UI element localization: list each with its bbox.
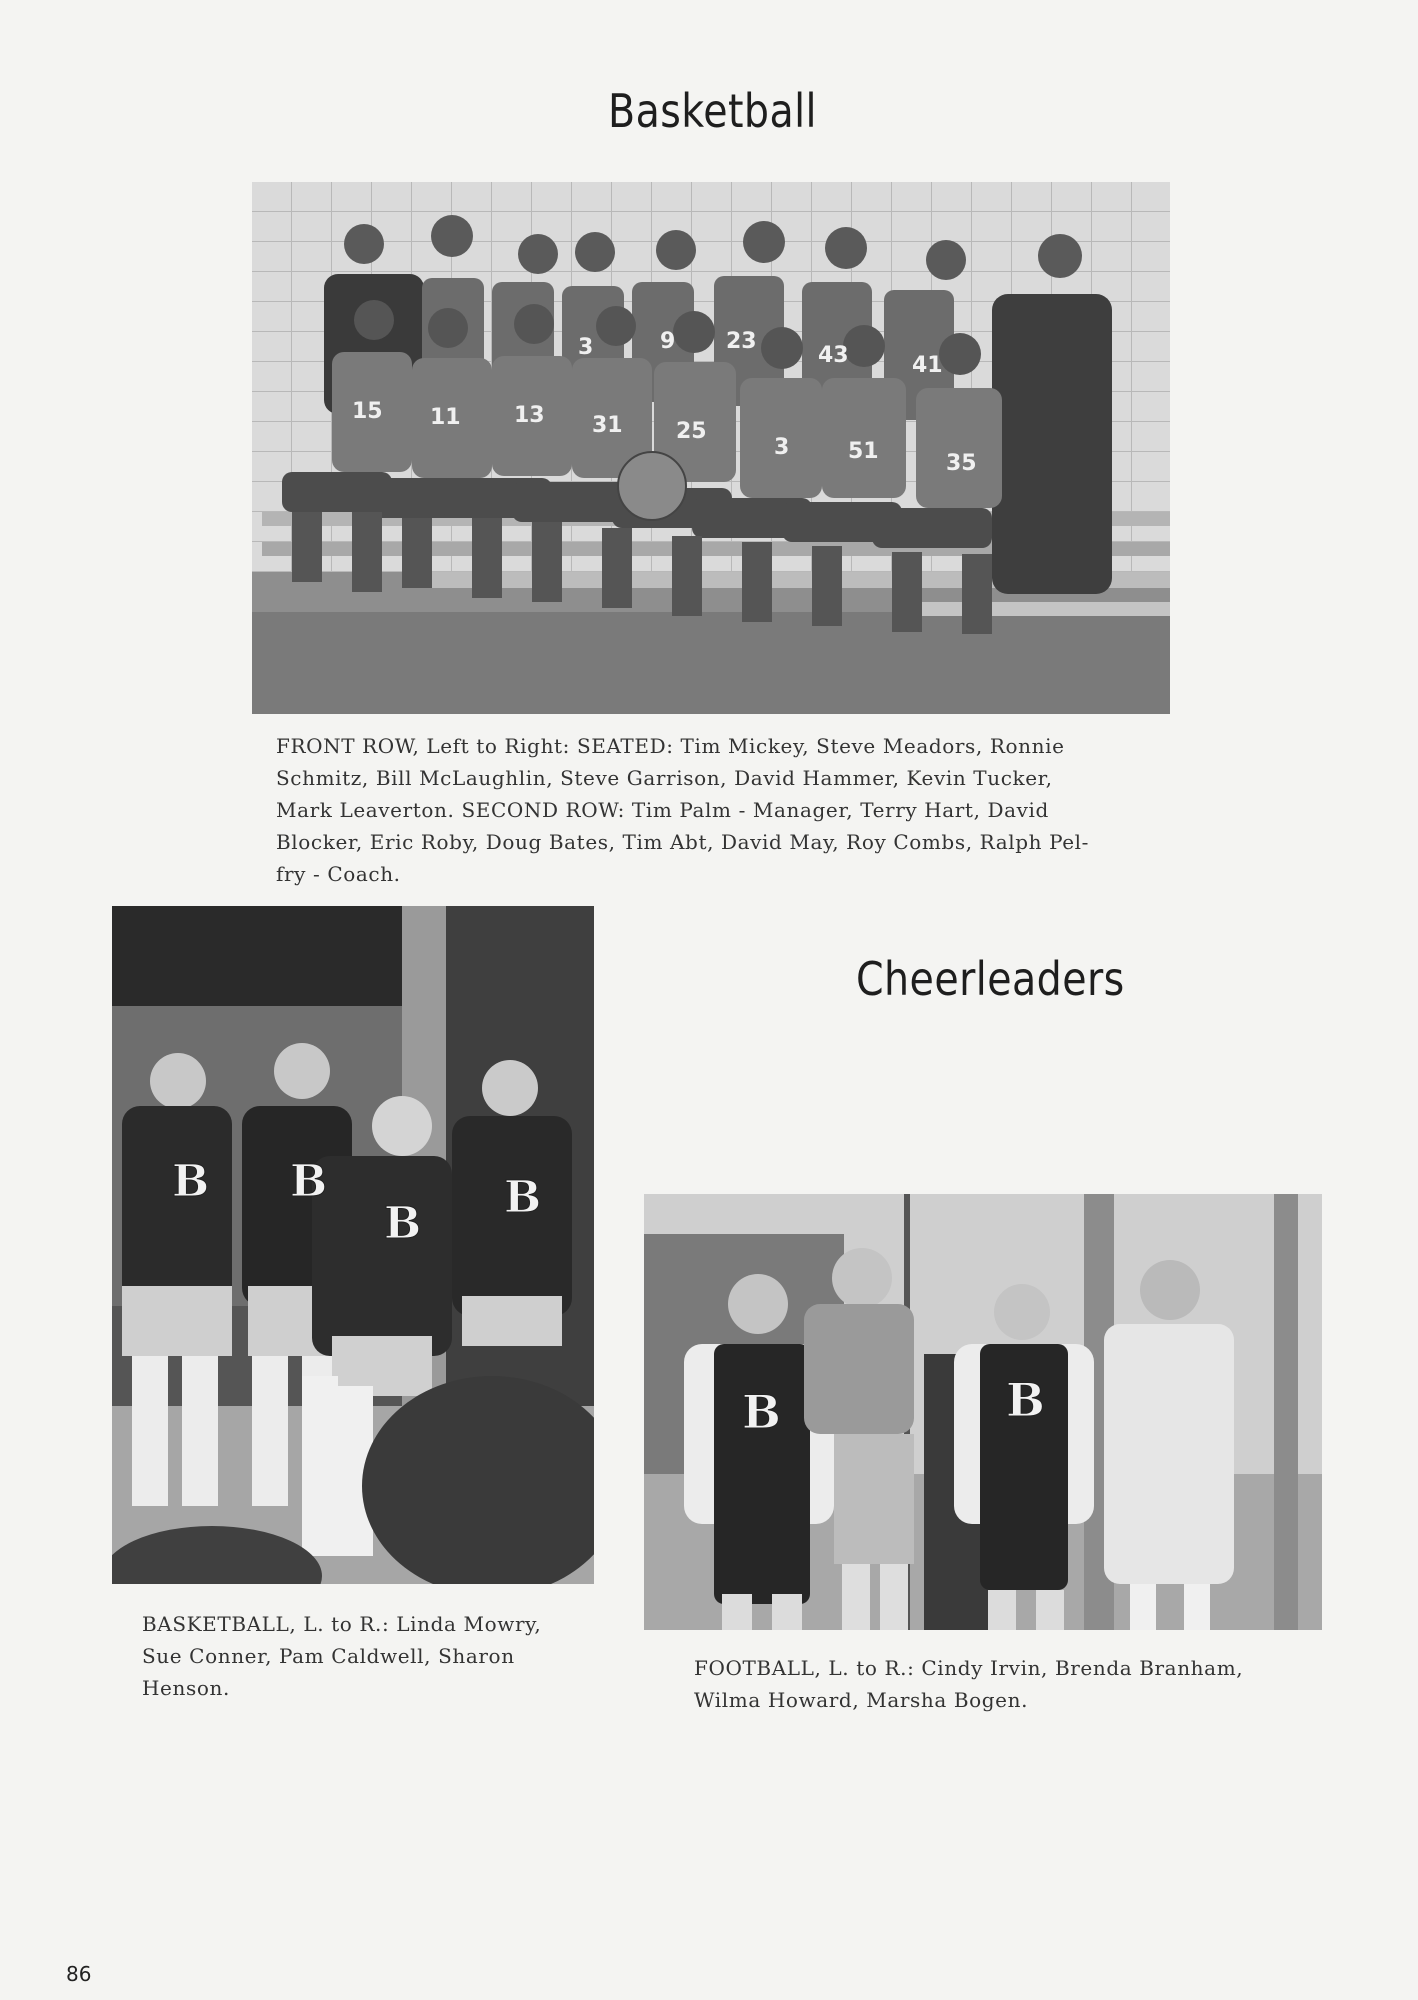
caption-line: Blocker, Eric Roby, Doug Bates, Tim Abt, David May, Roy Combs, Ralph Pel- bbox=[276, 830, 1090, 854]
caption-line: FOOTBALL, L. to R.: Cindy Irvin, Brenda Branham, bbox=[694, 1656, 1244, 1680]
basketball-team-photo bbox=[252, 182, 1170, 714]
basketball-team-caption bbox=[276, 730, 1172, 890]
jersey-number: 13 bbox=[514, 403, 545, 428]
sweater-letter: B bbox=[290, 1156, 328, 1207]
jersey-number: 15 bbox=[352, 399, 383, 424]
jersey-number: 25 bbox=[676, 419, 707, 444]
sweater-letter: B bbox=[384, 1198, 422, 1249]
sweater-letter: B bbox=[742, 1385, 781, 1439]
basketball-cheerleaders-photo bbox=[112, 906, 594, 1584]
sweater-letter: B bbox=[172, 1156, 210, 1207]
caption-line: Schmitz, Bill McLaughlin, Steve Garrison, David Hammer, Kevin Tucker, bbox=[276, 766, 1053, 790]
caption-line: FRONT ROW, Left to Right: SEATED: Tim Mickey, Steve Meadors, Ronnie bbox=[276, 734, 1065, 758]
caption-line: Sue Conner, Pam Caldwell, Sharon bbox=[142, 1644, 515, 1668]
football-cheerleaders-photo bbox=[644, 1194, 1322, 1630]
jersey-number: 23 bbox=[726, 329, 757, 354]
caption-line: fry - Coach. bbox=[276, 862, 401, 886]
sweater-letter: B bbox=[1006, 1373, 1045, 1427]
jersey-number: 3 bbox=[774, 435, 790, 460]
football-cheerleaders-caption bbox=[694, 1652, 1334, 1716]
caption-line: Henson. bbox=[142, 1676, 230, 1700]
basketball-cheerleaders-caption bbox=[142, 1608, 602, 1704]
caption-line: BASKETBALL, L. to R.: Linda Mowry, bbox=[142, 1612, 542, 1636]
jersey-number: 3 bbox=[578, 335, 594, 360]
jersey-number: 35 bbox=[946, 451, 977, 476]
caption-line: Mark Leaverton. SECOND ROW: Tim Palm - Manager, Terry Hart, David bbox=[276, 798, 1049, 822]
jersey-number: 31 bbox=[592, 413, 623, 438]
cheerleaders-heading: Cheerleaders bbox=[856, 952, 1125, 1006]
jersey-number: 41 bbox=[912, 353, 943, 378]
page-number: 86 bbox=[66, 1962, 92, 1986]
sweater-letter: B bbox=[504, 1172, 542, 1223]
jersey-number: 51 bbox=[848, 439, 879, 464]
basketball-heading: Basketball bbox=[608, 84, 817, 138]
jersey-number: 43 bbox=[818, 343, 849, 368]
caption-line: Wilma Howard, Marsha Bogen. bbox=[694, 1688, 1029, 1712]
jersey-number: 9 bbox=[660, 329, 676, 354]
jersey-number: 11 bbox=[430, 405, 461, 430]
